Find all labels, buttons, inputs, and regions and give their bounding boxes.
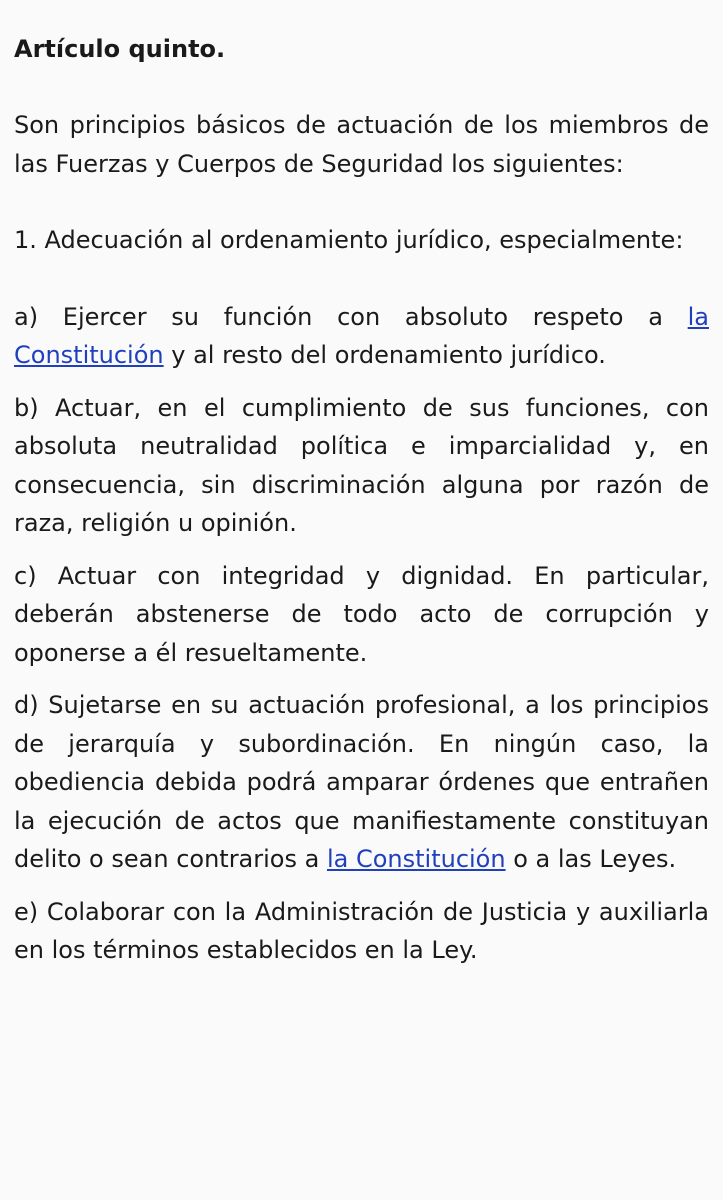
item-d-paragraph (14, 686, 709, 879)
constitution-link[interactable]: la Constitución (14, 302, 709, 369)
item-d-text-after: o a las Leyes. (505, 845, 677, 873)
constitution-link[interactable]: la Constitución (326, 845, 506, 873)
item-d-text-before: d) Sujetarse en su actuación profesional, a los principios de jerarquía y subordinación. En ningún caso, la obediencia debida podrá amparar órdenes que entrañen la ejecución de actos que manifiestamente constituyan delito o sean contrarios a (14, 691, 709, 873)
item-a-text-after: y al resto del ordenamiento jurídico. (163, 341, 606, 369)
article-title: Artículo quinto. (14, 35, 226, 63)
intro-paragraph: Son principios básicos de actuación de los miembros de las Fuerzas y Cuerpos de Seguridad los siguientes: (14, 111, 709, 178)
item-a-text-before: a) Ejercer su función con absoluto respeto a (14, 302, 688, 331)
item-a-paragraph (14, 298, 709, 375)
item-1-paragraph: 1. Adecuación al ordenamiento jurídico, especialmente: (14, 226, 684, 254)
item-e-paragraph: e) Colaborar con la Administración de Justicia y auxiliarla en los términos establecidos en la Ley. (14, 897, 709, 964)
item-b-paragraph: b) Actuar, en el cumplimiento de sus funciones, con absoluta neutralidad política e imparcialidad y, en consecuencia, sin discriminación alguna por razón de raza, religión u opinión. (14, 393, 709, 537)
item-c-paragraph: c) Actuar con integridad y dignidad. En particular, deberán abstenerse de todo acto de corrupción y oponerse a él resueltamente. (14, 561, 709, 667)
